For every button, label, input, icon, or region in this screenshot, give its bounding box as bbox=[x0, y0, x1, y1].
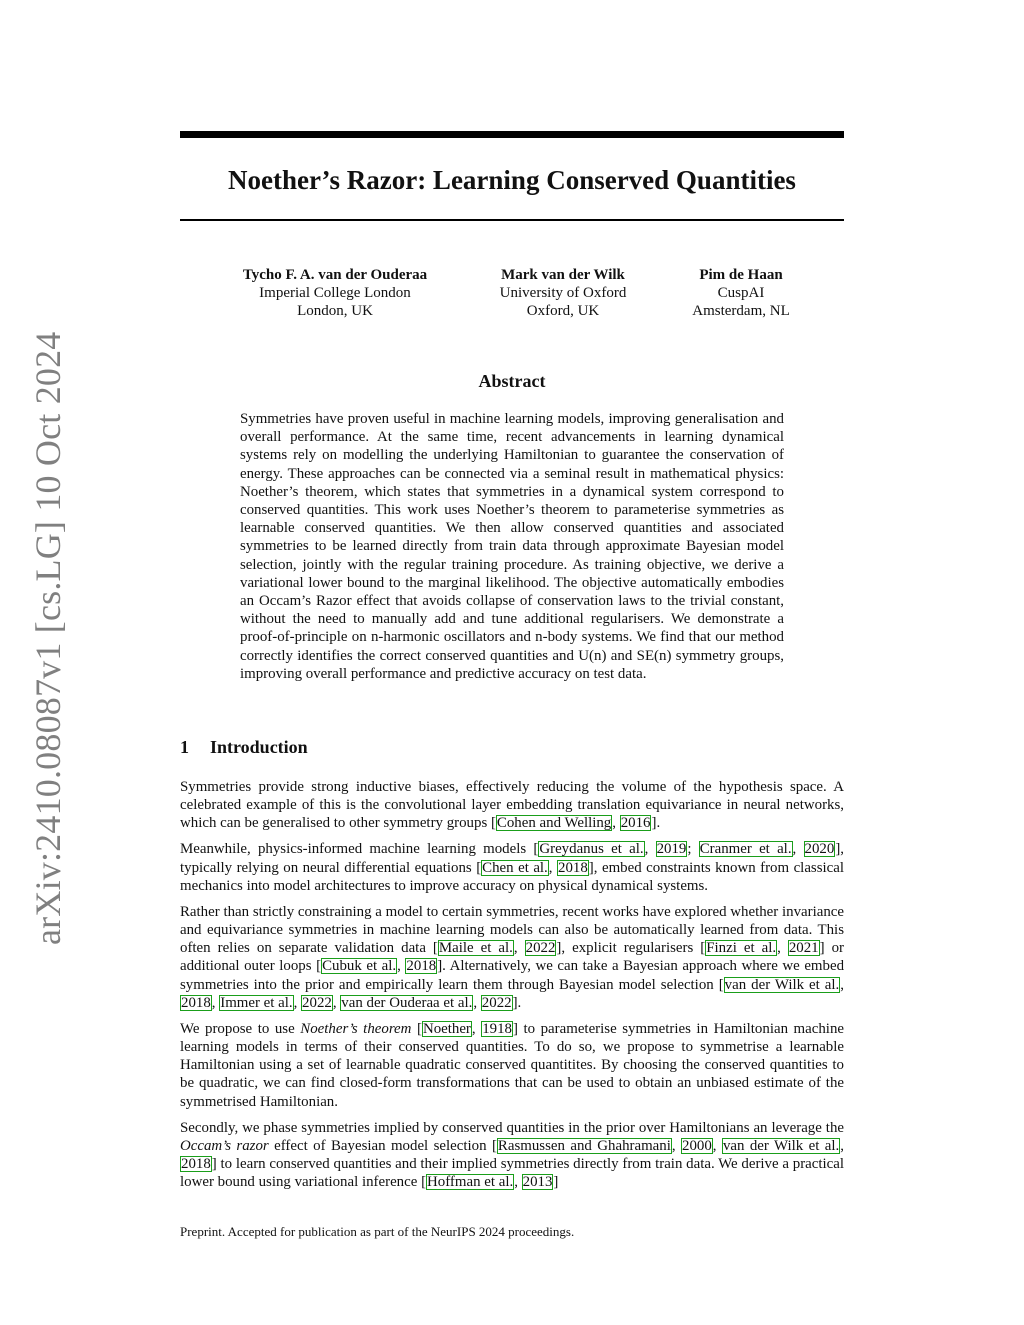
emphasis: Noether’s theorem bbox=[300, 1020, 412, 1037]
paragraph-4: We propose to use Noether’s theorem [Noether, 1918] to parameterise symmetries in Hamiltonian machine learning models in terms of their conserved quantities. To do so, we propose to symmetrise a learnable Hamiltonian using a set of learnable quadratic conserved quantitites. By choosing the conserved quantities to be quadratic, we can find closed-form transformations that can be used to obtain an unbiased estimate of the symmetrised Hamiltonian. bbox=[180, 1020, 844, 1110]
paragraph-2: Meanwhile, physics-informed machine learning models [Greydanus et al., 2019; Cranmer et al., 2020], typically relying on neural differential equations [Chen et al., 2018], embed constraints known from classical mechanics into model architectures to improve accuracy on physical dynamical systems. bbox=[180, 841, 845, 894]
author-name: Tycho F. A. van der Ouderaa bbox=[242, 267, 428, 283]
author-2 bbox=[465, 266, 661, 320]
citation-link[interactable]: Greydanus et al. bbox=[539, 841, 644, 858]
citation-link[interactable]: Maile et al. bbox=[438, 940, 513, 957]
text-run: ] to learn conserved quantities and their implied symmetries directly from train data. We derive a practical lower bound using variational inference [ bbox=[180, 1156, 844, 1191]
abstract-text: Symmetries have proven useful in machine learning models, improving generalisation and overall performance. At the same time, recent advancements in learning dynamical systems rely on modelling the underlying Hamiltonian to guarantee the conservation of energy. These approaches can be connected via a seminal result in mathematical physics: Noether’s theorem, which states that symmetries in a dynamical system correspond to conserved quantities. This work uses Noether’s theorem to parameterise symmetries as learnable conserved quantities. We then allow conserved quantities and associated symmetries to be learned directly from train data through approximate Bayesian model selection, jointly with the regular training procedure. As training objective, we derive a variational lower bound to the marginal likelihood. The objective automatically embodies an Occam’s Razor effect that avoids collapse of conservation laws to the trivial constant, without the need to manually add and tune additional regularisers. We demonstrate a proof-of-principle on n-harmonic oscillators and n-body systems. We find that our method correctly identifies the correct conserved quantities and U(n) and SE(n) symmetry groups, improving overall performance and predictive accuracy on test data. bbox=[240, 411, 784, 682]
citation-link[interactable]: Finzi et al. bbox=[706, 940, 777, 957]
citation-link[interactable]: Cohen and Welling bbox=[496, 815, 612, 832]
author-affiliation: Imperial College London bbox=[259, 285, 411, 301]
text-run: We propose to use bbox=[180, 1020, 301, 1037]
author-1 bbox=[220, 266, 450, 320]
citation-link[interactable]: 2020 bbox=[804, 841, 835, 858]
citation-link[interactable]: 2018 bbox=[558, 859, 588, 876]
arxiv-identifier: arXiv:2410.08087v1 [cs.LG] 10 Oct 2024 bbox=[28, 331, 68, 945]
text-run: [ bbox=[411, 1020, 422, 1037]
text-run: ] or additional outer loops [ bbox=[180, 940, 844, 975]
author-block bbox=[180, 266, 844, 326]
section-heading bbox=[180, 736, 580, 758]
citation-link[interactable]: 2019 bbox=[656, 841, 687, 858]
citation-link[interactable]: Noether bbox=[422, 1020, 471, 1037]
paragraph-3: Rather than strictly constraining a model to certain symmetries, recent works have explored whether invariance and equivariance symmetries in machine learning models can also be automatically learned from data. This often relies on separate validation data [Maile et al., 2022], explicit regularisers [Finzi et al., 2021] or additional outer loops [Cubuk et al., 2018]. Alternatively, we can take a Bayesian approach where we embed symmetries into the prior and empirically learn them through Bayesian model selection [van der Wilk et al., 2018, Immer et al., 2022, van der Ouderaa et al., 2022]. bbox=[180, 903, 845, 1011]
citation-link[interactable]: Rasmussen and Ghahramani bbox=[497, 1137, 671, 1154]
abstract-heading: Abstract bbox=[478, 371, 546, 391]
text-run: ], typically relying on neural differential equations [ bbox=[180, 841, 844, 876]
title-bottom-rule bbox=[180, 219, 844, 221]
text-run: ] to parameterise symmetries in Hamiltonian machine learning models in terms of their conserved quantities. To do so, we propose to symmetrise a learnable Hamiltonian using a set of learnable quadratic conserved quantitites. By choosing the conserved quantities to be quadratic, we can find closed-form transformations that can be used to obtain an unbiased estimate of the symmetrised Hamiltonian. bbox=[180, 1020, 844, 1110]
author-location: Oxford, UK bbox=[526, 303, 600, 319]
author-name: Pim de Haan bbox=[699, 267, 783, 283]
author-affiliation: CuspAI bbox=[717, 285, 765, 301]
author-affiliation: University of Oxford bbox=[499, 285, 627, 301]
text-run: ] bbox=[553, 1174, 559, 1191]
paragraph-5: Secondly, we phase symmetries implied by conserved quantities in the prior over Hamiltonians an leverage the Occam’s razor effect of Bayesian model selection [Rasmussen and Ghahramani, 2000, van der Wilk et al., 2018] to learn conserved quantities and their implied symmetries directly from train data. We derive a practical lower bound using variational inference [Hoffman et al., 2013] bbox=[180, 1119, 844, 1191]
text-run: , bbox=[612, 815, 620, 832]
footnote: Preprint. Accepted for publication as part of the NeurIPS 2024 proceedings. bbox=[180, 1224, 575, 1239]
author-name: Mark van der Wilk bbox=[501, 267, 625, 283]
citation-link[interactable]: 2022 bbox=[525, 940, 556, 957]
text-run: Symmetries provide strong inductive biases, effectively reducing the volume of the hypothesis space. A celebrated example of this is the convolutional layer embedding translation equivariance in neural networks, which can be generalised to other symmetry groups [ bbox=[180, 779, 844, 832]
title-top-rule bbox=[180, 131, 844, 138]
text-run: effect of Bayesian model selection [ bbox=[268, 1137, 497, 1154]
citation-link[interactable]: 2016 bbox=[620, 815, 651, 832]
citation-link[interactable]: 2018 bbox=[181, 994, 211, 1011]
section-number: 1 bbox=[180, 737, 189, 757]
author-location: Amsterdam, NL bbox=[692, 303, 790, 319]
citation-link[interactable]: 2000 bbox=[682, 1137, 712, 1154]
citation-link[interactable]: Chen et al. bbox=[482, 859, 548, 876]
citation-link[interactable]: 1918 bbox=[482, 1020, 512, 1037]
citation-link[interactable]: Immer et al. bbox=[220, 994, 293, 1011]
text-run: ]. bbox=[651, 815, 661, 832]
paper-title: Noether’s Razor: Learning Conserved Quantities bbox=[228, 165, 796, 195]
text-run: ]. bbox=[512, 994, 522, 1011]
text-run: ], explicit regularisers [ bbox=[556, 940, 706, 957]
citation-link[interactable]: Hoffman et al. bbox=[427, 1174, 514, 1191]
citation-link[interactable]: van der Wilk et al. bbox=[724, 976, 840, 993]
paragraph-1 bbox=[180, 778, 844, 833]
citation-link[interactable]: van der Ouderaa et al. bbox=[341, 994, 473, 1011]
citation-link[interactable]: 2022 bbox=[481, 994, 512, 1011]
section-title: Introduction bbox=[210, 737, 308, 757]
citation-link[interactable]: 2013 bbox=[522, 1174, 553, 1191]
text-run: Meanwhile, physics-informed machine learning models [ bbox=[180, 841, 539, 858]
author-3 bbox=[676, 266, 806, 320]
author-location: London, UK bbox=[297, 303, 373, 319]
citation-link[interactable]: 2018 bbox=[181, 1156, 211, 1173]
text-run: ]. Alternatively, we can take a Bayesian approach where we embed symmetries into the prior and empirically learn them through Bayesian model selection [ bbox=[180, 958, 845, 993]
citation-link[interactable]: Cranmer et al. bbox=[699, 841, 792, 858]
emphasis: Occam’s razor bbox=[180, 1137, 269, 1154]
text-run: ], embed constraints known from classical mechanics into model architectures to improve accuracy on physical dynamical systems. bbox=[180, 859, 845, 894]
citation-link[interactable]: 2021 bbox=[788, 940, 819, 957]
citation-link[interactable]: 2018 bbox=[406, 958, 437, 975]
text-run: Secondly, we phase symmetries implied by conserved quantities in the prior over Hamiltonians an leverage the bbox=[180, 1119, 844, 1136]
citation-link[interactable]: Cubuk et al. bbox=[322, 958, 397, 975]
body-text bbox=[180, 778, 844, 1199]
text-run: Rather than strictly constraining a model to certain symmetries, recent works have explored whether invariance and equivariance symmetries in machine learning models can also be automatically learned from data. This often relies on separate validation data [ bbox=[180, 903, 844, 957]
citation-link[interactable]: van der Wilk et al. bbox=[722, 1137, 840, 1154]
citation-link[interactable]: 2022 bbox=[302, 994, 332, 1011]
